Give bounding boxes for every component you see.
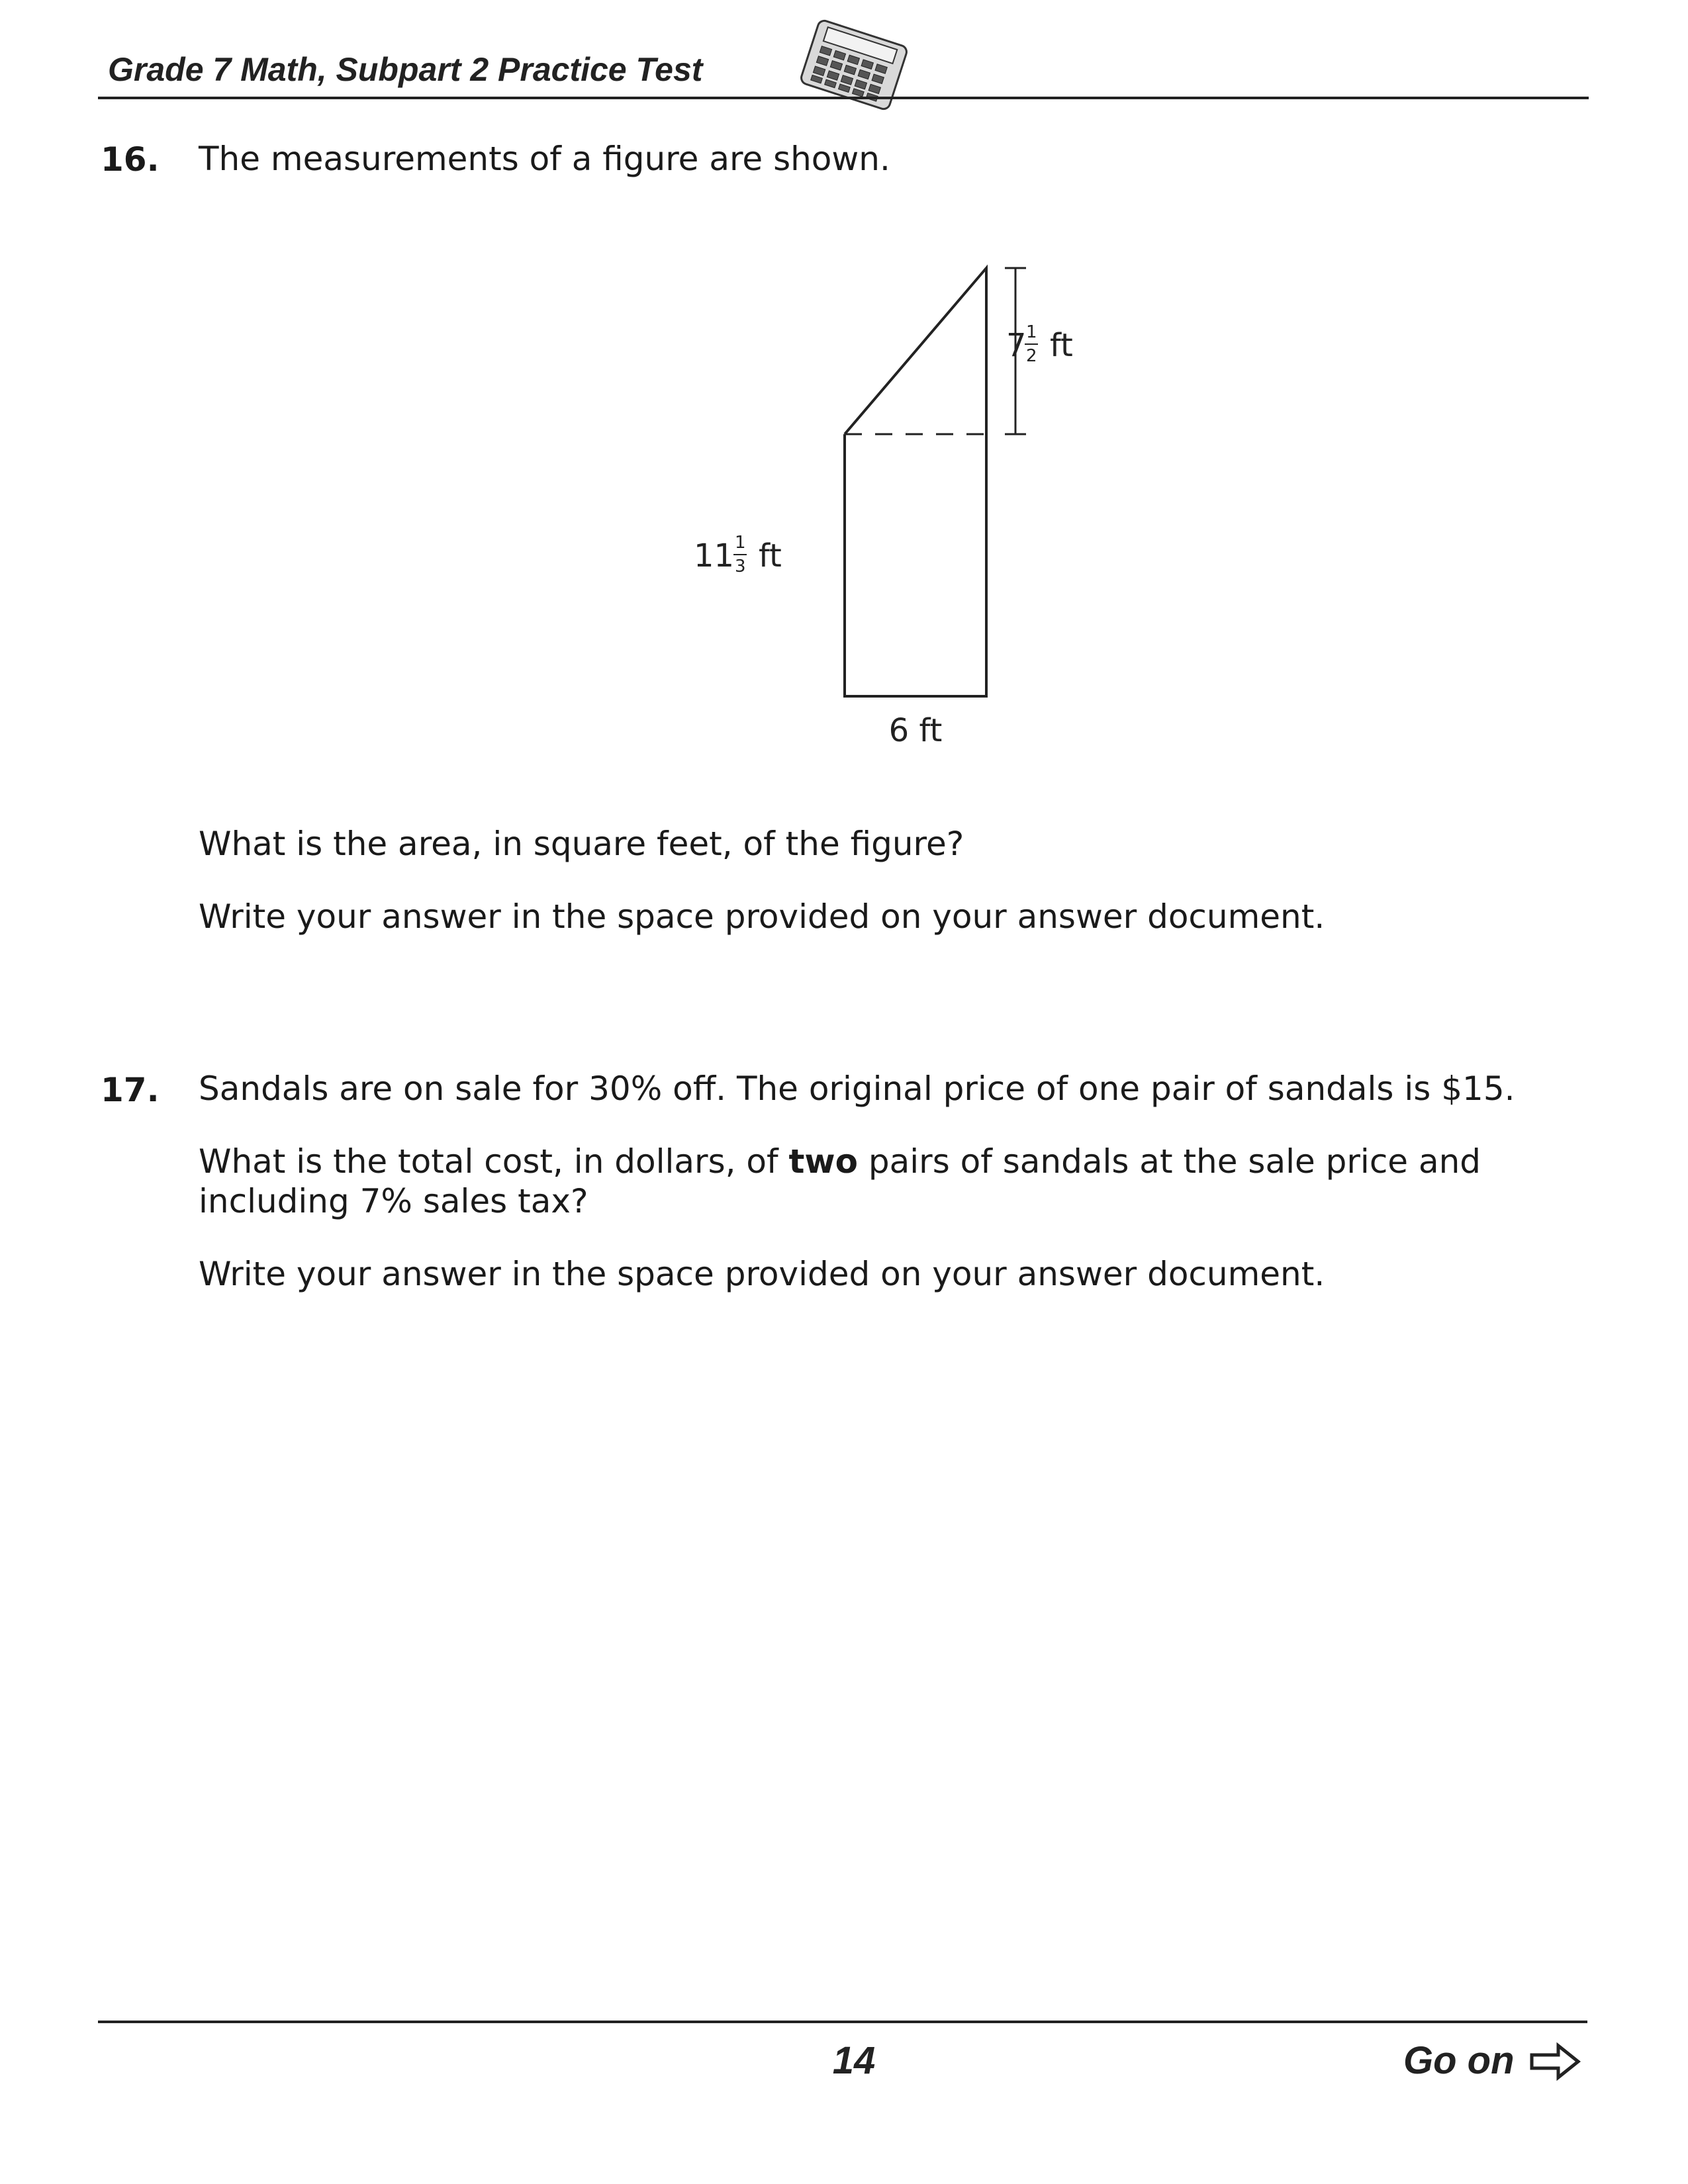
question-17-line3: including 7% sales tax? (199, 1182, 588, 1220)
question-16-question: What is the area, in square feet, of the figure? (199, 825, 964, 863)
question-17-number: 17. (101, 1071, 160, 1109)
left-label-numerator: 1 (735, 533, 746, 553)
page-number: 14 (832, 2039, 876, 2082)
top-label-unit: ft (1050, 327, 1073, 364)
figure-outline (845, 268, 986, 696)
top-label-whole: 7 (1006, 327, 1027, 364)
right-arrow-icon (1529, 2042, 1582, 2081)
question-17-instruction: Write your answer in the space provided on your answer document. (199, 1255, 1325, 1293)
header-divider (98, 97, 1589, 99)
test-title: Grade 7 Math, Subpart 2 Practice Test (108, 51, 703, 88)
question-16-prompt: The measurements of a figure are shown. (199, 140, 890, 178)
left-label-whole: 11 (694, 537, 735, 574)
top-label-denominator: 2 (1026, 346, 1037, 366)
emphasis-two: two (788, 1142, 858, 1181)
top-label-numerator: 1 (1026, 322, 1037, 342)
question-17-line2: What is the total cost, in dollars, of two pairs of sandals at the sale price and (199, 1142, 1481, 1181)
question-17-line1: Sandals are on sale for 30% off. The original price of one pair of sandals is $15. (199, 1069, 1515, 1108)
left-label-denominator: 3 (735, 557, 746, 576)
go-on-label: Go on (1403, 2039, 1515, 2082)
question-16-number: 16. (101, 140, 160, 179)
trapezoid-figure (662, 238, 1125, 768)
left-label-unit: ft (759, 537, 782, 574)
question-16-instruction: Write your answer in the space provided on your answer document. (199, 897, 1325, 936)
bottom-label: 6 ft (888, 712, 943, 749)
footer-divider (98, 2021, 1587, 2023)
